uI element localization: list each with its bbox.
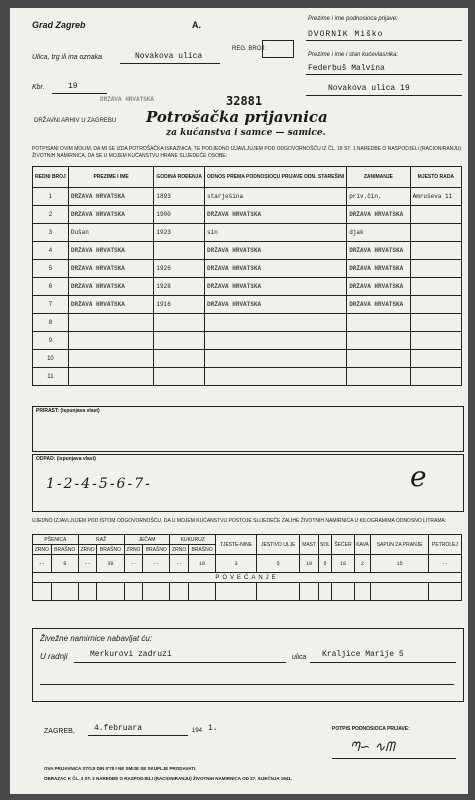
table-row [33, 242, 462, 260]
owner-address: Novakova ulica 19 [328, 84, 410, 93]
archive-stamp: DRŽAVNI ARHIV U ZAGREBU [34, 118, 117, 124]
member-name [68, 314, 154, 332]
holder-value: DVORNIK Miško [308, 30, 384, 39]
reg-label: REG. BROJ: [232, 46, 267, 52]
occupation: DRŽAVA HRVATSKA [347, 278, 410, 296]
relation: DRŽAVA HRVATSKA [205, 260, 347, 278]
food-increase-values-row [33, 583, 462, 601]
food-value: -- [143, 555, 170, 573]
owner-value: Federbuš Malvina [308, 64, 385, 73]
shop-label: U radnji [40, 652, 68, 661]
table-row [33, 224, 462, 242]
form-subtitle: za kućanstva i samce — samice. [166, 128, 326, 138]
form-number: 32881 [226, 94, 263, 108]
price-note: OVA PRIJAVNICA STOJI DIN 0'75 I NE SMIJE SE SKUPLJE PRODAVATI. [44, 766, 197, 771]
food-value: 8 [51, 555, 78, 573]
relation: DRŽAVA HRVATSKA [205, 242, 347, 260]
member-name: DRŽAVA HRVATSKA [68, 206, 154, 224]
row-number: 2 [33, 206, 69, 224]
food-value: 30 [97, 555, 124, 573]
row-number: 11 [33, 368, 69, 386]
occupation: DRŽAVA HRVATSKA [347, 242, 410, 260]
food-pasta: TJESTE-NINE [216, 535, 257, 555]
prirast-label: PRIRAST: (ispunjava vlast) [36, 408, 100, 414]
member-name [68, 332, 154, 350]
date-value: 4.februara [94, 724, 143, 733]
handwritten-mark: e [410, 460, 427, 493]
workplace [410, 332, 461, 350]
sub-grain: ZRNO [124, 545, 143, 555]
member-name: DRŽAVA HRVATSKA [68, 296, 154, 314]
food-value: -- [428, 555, 461, 573]
purchase-heading: Živežne namirnice nabavljat ću: [40, 634, 153, 643]
row-number: 1 [33, 188, 69, 206]
relation: sin [205, 224, 347, 242]
table-row [33, 188, 462, 206]
food-value: 5 [318, 555, 332, 573]
row-number: 6 [33, 278, 69, 296]
place-label: ZAGREB, [44, 728, 75, 735]
sub-flour: BRAŠNO [97, 545, 124, 555]
food-supplies-table [32, 534, 462, 601]
reg-number-box [262, 40, 294, 58]
faded-stamp: DRŽAVA HRVATSKA [100, 96, 155, 103]
food-group-rye: RAŽ [78, 535, 124, 545]
relation: DRŽAVA HRVATSKA [205, 296, 347, 314]
year-suffix: 1. [208, 724, 218, 733]
food-group-wheat: PŠENICA [33, 535, 79, 545]
birth-year: 1893 [154, 188, 205, 206]
food-kerosene: PETROLEJ [428, 535, 461, 555]
birth-year [154, 314, 205, 332]
table-row [33, 314, 462, 332]
table-row [33, 332, 462, 350]
birth-year: 1926 [154, 260, 205, 278]
workplace [410, 350, 461, 368]
household-members-table [32, 166, 462, 386]
signature-label: POTPIS PODNOSIOCA PRIJAVE: [332, 726, 410, 732]
occupation [347, 314, 410, 332]
street-label: Ulica, trg ili ina oznaka [32, 54, 103, 61]
sub-grain: ZRNO [78, 545, 97, 555]
form-letter: A. [192, 20, 201, 30]
shop-street-value: Kraljice Marije 5 [322, 650, 404, 659]
relation: DRŽAVA HRVATSKA [205, 278, 347, 296]
form-title: Potrošačka prijavnica [146, 108, 328, 126]
occupation: DRŽAVA HRVATSKA [347, 206, 410, 224]
table-row [33, 296, 462, 314]
occupation: djak [347, 224, 410, 242]
intro-statement: POTPISANI OVIM MOLIM, DA MI SE IZDA POTROŠAČKA ISKAZNICA, TE PODJEDNO IZJAVLJUJEM POD ODGOVORNOŠĆU IZ ČL. 18 ST. 1 NAREDBE O RASPODJELI (RACIONIRANJU) ŽIVOTNIH NAMIRNICA, DA SE U MOJEM KUĆANSTVU HRANE SLIJEDEĆE OSOBE: [32, 146, 462, 159]
col-header-number: REDNI BROJ [33, 167, 69, 188]
birth-year [154, 350, 205, 368]
food-sugar: ŠEĆER [332, 535, 354, 555]
supplies-declaration: UJEDNO IZJAVLJUJEM POD ISTOM ODGOVORNOŠĆU, DA U MOJEM KUĆANSTVU POSTOJE SLIJEDEĆE ZALIHE ŽIVOTNIH NAMIRNICA U KILOGRAMIMA ODNOSNO LITRAMA: [32, 518, 447, 524]
handwritten-signature: ᘉ∽ ∿ᗰ [350, 740, 395, 755]
workplace [410, 314, 461, 332]
food-group-corn: KUKURUZ [170, 535, 216, 545]
sub-grain: ZRNO [170, 545, 189, 555]
relation [205, 350, 347, 368]
sub-flour: BRAŠNO [188, 545, 215, 555]
workplace: Amruševa 11 [410, 188, 461, 206]
occupation [347, 368, 410, 386]
food-soap: SAPUN ZA PRANJE [371, 535, 429, 555]
city-label: Grad Zagreb [32, 20, 86, 30]
birth-year: 1923 [154, 224, 205, 242]
holder-label: Prezime i ime podnosioca prijave: [308, 16, 398, 22]
food-value: -- [78, 555, 97, 573]
regulation-note: OBRAZAC K ČL. 3 ST. 2 NAREDBE O RASPODJELI (RACIONIRANJU) ŽIVOTNIH NAMIRNICA OD 27. SIJEČNJA 1941. [44, 776, 292, 781]
occupation: DRŽAVA HRVATSKA [347, 296, 410, 314]
workplace [410, 296, 461, 314]
table-row [33, 368, 462, 386]
col-header-year: GODINA ROĐENJA [154, 167, 205, 188]
table-row [33, 350, 462, 368]
owner-label: Prezime i ime i stan kućevlasnika: [308, 52, 399, 58]
birth-year: 1928 [154, 278, 205, 296]
table-header-row [33, 167, 462, 188]
member-name: DRŽAVA HRVATSKA [68, 242, 154, 260]
workplace [410, 224, 461, 242]
food-value: 2 [354, 555, 371, 573]
member-name [68, 368, 154, 386]
relation: starješina [205, 188, 347, 206]
shop-value: Merkurovi zadruzi [90, 650, 172, 659]
occupation: DRŽAVA HRVATSKA [347, 260, 410, 278]
food-value: 5 [256, 555, 300, 573]
food-salt: SOL [318, 535, 332, 555]
occupation [347, 332, 410, 350]
workplace [410, 242, 461, 260]
birth-year: 1916 [154, 296, 205, 314]
food-increase-row [33, 573, 462, 583]
col-header-relation: ODNOS PREMA PODNOSIOCU PRIJAVE ODN. STAREŠINI [205, 167, 347, 188]
year-prefix: 194 [192, 728, 203, 734]
food-value: 10 [300, 555, 318, 573]
member-name: DRŽAVA HRVATSKA [68, 278, 154, 296]
col-header-occupation: ZANIMANJE [347, 167, 410, 188]
food-group-row [33, 535, 462, 545]
consumer-registration-form [10, 8, 468, 794]
row-number: 5 [33, 260, 69, 278]
row-number: 4 [33, 242, 69, 260]
food-value: 10 [332, 555, 354, 573]
sub-grain: ZRNO [33, 545, 52, 555]
row-number: 3 [33, 224, 69, 242]
row-number: 8 [33, 314, 69, 332]
street-value: Novakova ulica [135, 52, 203, 61]
shop-street-label: ulica [292, 654, 307, 661]
food-value: -- [124, 555, 143, 573]
relation [205, 314, 347, 332]
relation [205, 368, 347, 386]
food-lard: MAST [300, 535, 318, 555]
sub-flour: BRAŠNO [51, 545, 78, 555]
birth-year [154, 332, 205, 350]
row-number: 7 [33, 296, 69, 314]
table-row [33, 260, 462, 278]
relation [205, 332, 347, 350]
food-group-barley: JEČAM [124, 535, 170, 545]
food-oil: JESTIVO ULJE [256, 535, 300, 555]
occupation: priv.čin. [347, 188, 410, 206]
occupation [347, 350, 410, 368]
col-header-workplace: MJESTO RADA [410, 167, 461, 188]
table-row [33, 278, 462, 296]
birth-year [154, 242, 205, 260]
workplace [410, 368, 461, 386]
food-value: 3 [216, 555, 257, 573]
workplace [410, 206, 461, 224]
row-number: 10 [33, 350, 69, 368]
birth-year: 1900 [154, 206, 205, 224]
odpad-value: 1-2-4-5-6-7- [46, 476, 152, 492]
birth-year [154, 368, 205, 386]
workplace [410, 278, 461, 296]
increase-label: POVEĆANJE [33, 573, 462, 583]
food-value: 15 [371, 555, 429, 573]
member-name: DRŽAVA HRVATSKA [68, 260, 154, 278]
col-header-name: PREZIME I IME [68, 167, 154, 188]
house-number-value: 19 [68, 82, 78, 91]
food-coffee: KAVA [354, 535, 371, 555]
member-name: Dušan [68, 224, 154, 242]
odpad-label: ODPAD: (ispunjava vlast) [36, 456, 96, 462]
food-value: 10 [188, 555, 215, 573]
relation: DRŽAVA HRVATSKA [205, 206, 347, 224]
member-name [68, 350, 154, 368]
food-values-row [33, 555, 462, 573]
house-number-label: Kbr. [32, 84, 45, 91]
food-value: -- [170, 555, 189, 573]
food-value: -- [33, 555, 52, 573]
table-row [33, 206, 462, 224]
sub-flour: BRAŠNO [143, 545, 170, 555]
workplace [410, 260, 461, 278]
row-number: 9 [33, 332, 69, 350]
member-name: DRŽAVA HRVATSKA [68, 188, 154, 206]
